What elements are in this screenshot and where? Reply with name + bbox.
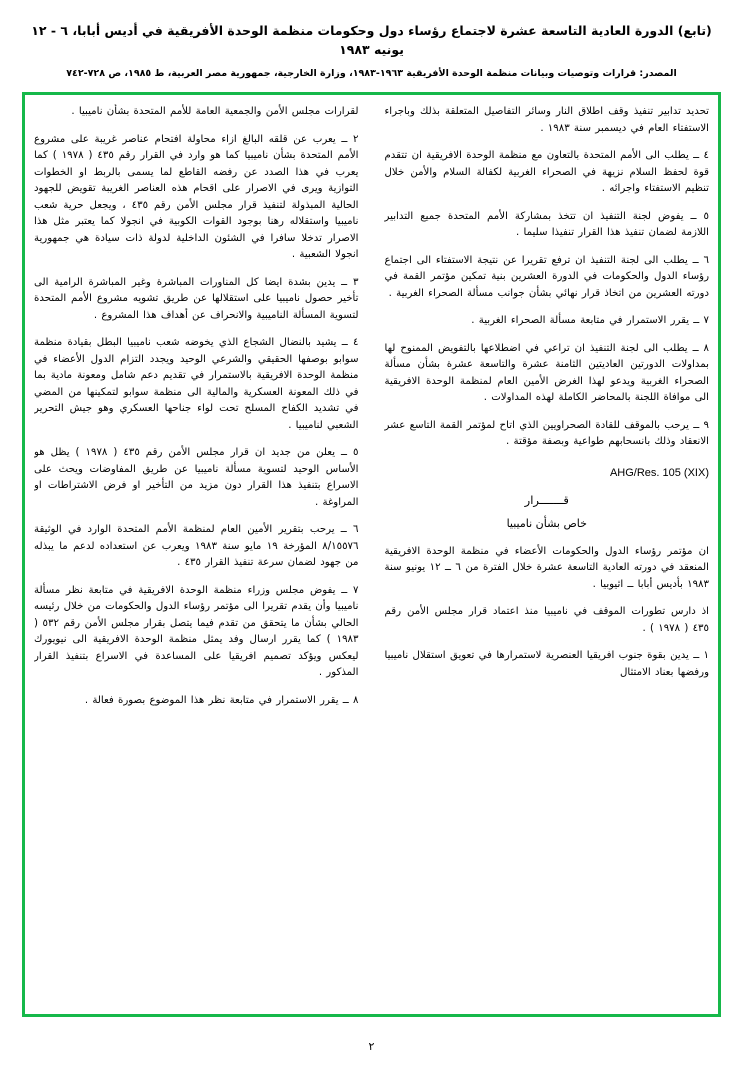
paragraph: ٨ ــ يطلب الى لجنة التنفيذ ان تراعي في اضطلاعها بالتفويض الممنوح لها بمداولات الدورتين العاديتين الثامنة عشرة والتاسعة عشرة بشأن مسألة الصحراء الغربية ويدعو لهذا الغرض الأمين العام لمنظمة الوحدة الافريقية الى موافاة اللجنة بالمحاضر الكاملة لهذه المداولات . — [384, 342, 709, 404]
right-column — [385, 104, 710, 1005]
paragraph: ٧ ــ يقرر الاستمرار في متابعة مسألة الصحراء الغربية . — [471, 315, 709, 327]
resolution-code: AHG/Res. 105 (XIX) — [609, 466, 709, 479]
left-column — [34, 104, 359, 1005]
paragraph: ٤ ــ يطلب الى الأمم المتحدة بالتعاون مع منظمة الوحدة الافريقية ان تتقدم قوة لحفظ السلام نزيهة في الصحراء الغربية لكفالة السلام والأمن خلال تنظيم الاستفتاء واجرائه . — [384, 150, 709, 195]
page-number: ٢ — [368, 1040, 375, 1053]
paragraph: ١ ــ يدين بقوة جنوب افريقيا العنصرية لاستمرارها في تعويق استقلال ناميبيا ورفضها بعناد الامتثال — [384, 650, 709, 678]
header-title: (تابع) الدورة العادية التاسعة عشرة لاجتماع رؤساء دول وحكومات منظمة الوحدة الأفريقية في أديس أبابا، ٦ - ١٢ يونيه ١٩٨٣ — [31, 23, 712, 57]
paragraph: ٥ ــ يفوض لجنة التنفيذ ان تتخذ بمشاركة الأمم المتحدة جميع التدابير اللازمة لضمان تنفيذ هذا القرار تنفيذا سليما . — [384, 210, 709, 239]
resolution-subtitle: خاص بشأن ناميبيا — [506, 516, 587, 530]
paragraph: ٦ ــ يطلب الى لجنة التنفيذ ان ترفع تقريرا عن نتيجة الاستفتاء الى اجتماع رؤساء الدول والحكومات في الدورة العشرين بنية تمكين مؤتمر القمة في دورته العشرين من اتخاذ قرار نهائي بشأن جوانب مسألة الصحراء الغربية . — [384, 254, 709, 299]
paragraph: ٤ ــ يشيد بالنضال الشجاع الذي يخوضه شعب ناميبيا البطل بقيادة منظمة سوابو بوصفها الحقيقي والشرعي الوحيد ويجدد التزام الدول الأعضاء في منظمة الوحدة الافريقية بالاستمرار في تقديم دعم شامل ومعونة مادية بما في ذلك المعونة العسكرية والمالية الى منظمة سوابو لتمكينها من المضي في تشديد الكفاح المسلح تحت لواء جناحها العسكري وهو جيش التحرير الشعبي لناميبيا . — [34, 337, 359, 431]
paragraph: ٢ ــ يعرب عن قلقه البالغ ازاء محاولة افتحام عناصر غريبة على مشروع الأمم المتحدة بشأن ناميبيا كما هو وارد في القرار رقم ٤٣٥ ( ١٩٧٨ ) كما يعرب في هذا الصدد عن رفضه القاطع لما يسمى بالربط او الخطوات التوازية ويرى في الاصرار على اقحام هذه العناصر الغريبة تقويض للجهود الحالية المبذولة لتنفيذ قرار مجلس الأمن رقم ٤٣٥ ، ويجعل حرية شعب ناميبيا واستقلاله رهنا بوجود القوات الكوبية في انجولا كما يعتبر مثل هذا الاصرار تدخلا سافرا في الشئون الداخلية لدولة ذات سيادة هي جمهورية انجولا الشعبية . — [34, 133, 359, 261]
paragraph: ٨ ــ يقرر الاستمرار في متابعة نظر هذا الموضوع بصورة فعالة . — [84, 694, 359, 706]
header-source: المصدر: قرارات وتوصيات وبيانات منظمة الوحدة الأفريقية ١٩٦٣-١٩٨٣، وزارة الخارجية، جمهورية مصر العربية، ط ١٩٨٥، ص ٧٢٨-٧٤٢ — [66, 67, 677, 79]
page-header — [0, 0, 743, 81]
paragraph: ٩ ــ يرحب بالموقف للقادة الصحراويين الذي اتاح لمؤتمر القمة التاسع عشر الانعقاد وذلك بانسحابهم طواعية وبصفة مؤقتة . — [384, 419, 709, 448]
paragraph: اذ دارس تطورات الموقف في ناميبيا منذ اعتماد قرار مجلس الأمن رقم ٤٣٥ ( ١٩٧٨ ) . — [384, 606, 709, 634]
resolution-title: قـــــــرار — [524, 492, 569, 507]
paragraph: ان مؤتمر رؤساء الدول والحكومات الأعضاء في منظمة الوحدة الافريقية المنعقد في دورته العادية التاسعة عشرة خلال الفترة من ٦ ــ ١٢ يونيو سنة ١٩٨٣ بأديس أبابا ــ اثيوبيا . — [384, 545, 709, 590]
two-column-body — [34, 104, 709, 1005]
paragraph: تحديد تدابير تنفيذ وقف اطلاق النار وسائر التفاصيل المتعلقة بذلك وباجراء الاستفتاء العام في ديسمبر سنة ١٩٨٣ . — [384, 106, 709, 134]
paragraph: لقرارات مجلس الأمن والجمعية العامة للأمم المتحدة بشأن ناميبيا . — [71, 106, 359, 117]
paragraph: ٣ ــ يدين بشدة ايضا كل المناورات المباشرة وغير المباشرة الرامية الى تأخير حصول ناميبيا على استقلالها عن طريق تشويه مشروع الأمم المتحدة لتسوية المسألة الناميبية والانحراف عن أهداف هذا المشروع . — [34, 276, 359, 321]
paragraph: ٧ ــ يفوض مجلس وزراء منظمة الوحدة الافريقية في متابعة نظر مسألة ناميبيا وأن يقدم تقريرا الى مؤتمر رؤساء الدول والحكومات من خلال رئيسه الحالي بشأن ما يتحقق من تقدم فيما يتصل بقرار مجلس الأمن رقم ٥٣٢ ( ١٩٨٣ ) كما يقرر ارسال وفد يمثل منظمة الوحدة الافريقية الى نيويورك ليعكس ويؤكد تصميم افريقيا على المساعدة في الاسراع بتنفيذ القرار المذكور . — [34, 584, 359, 679]
paragraph: ٥ ــ يعلن من جديد ان قرار مجلس الأمن رقم ٤٣٥ ( ١٩٧٨ ) يظل هو الأساس الوحيد لتسوية مسألة ناميبيا عن طريق المفاوضات ويحث على الاسراع بتنفيذ هذا القرار دون مزيد من التأخير او فرض الاشتراطات او المراوغة . — [34, 447, 359, 508]
paragraph: ٦ ــ يرحب بتقرير الأمين العام لمنظمة الأمم المتحدة الوارد في الوثيقة ٨/١٥٥٧٦ المؤرخة ١٩ مايو سنة ١٩٨٣ ويعرب عن استعداده لدعم ما يبذله من جهود لضمان سرعة تنفيذ القرار ٤٣٥ . — [34, 524, 359, 569]
